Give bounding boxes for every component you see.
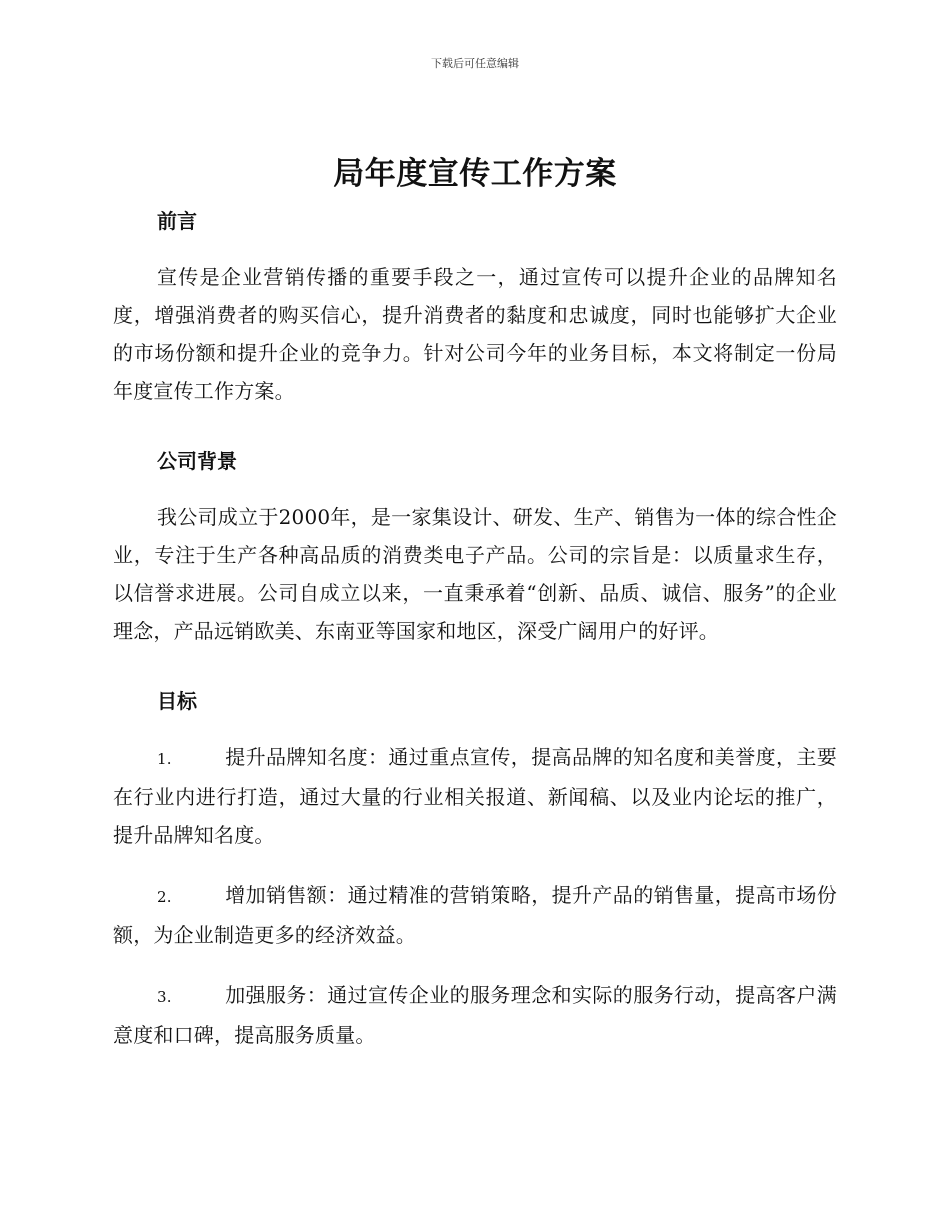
list-item-text: 增加销售额：通过精准的营销策略，提升产品的销售量，提高市场份额，为企业制造更多的经济效益。 (113, 883, 837, 947)
list-item-text: 加强服务：通过宣传企业的服务理念和实际的服务行动，提高客户满意度和口碑，提高服务质量。 (113, 983, 837, 1047)
list-item (113, 976, 837, 1054)
section-heading-goals: 目标 (157, 689, 197, 713)
document-title: 局年度宣传工作方案 (333, 156, 617, 192)
header-note: 下载后可任意编辑 (431, 57, 519, 70)
list-item-text: 提升品牌知名度：通过重点宣传，提高品牌的知名度和美誉度，主要在行业内进行打造，通过大量的行业相关报道、新闻稿、以及业内论坛的推广，提升品牌知名度。 (113, 745, 837, 847)
list-item-number: 3. (157, 988, 172, 1006)
section-paragraph-background: 我公司成立于2000年，是一家集设计、研发、生产、销售为一体的综合性企业，专注于生产各种高品质的消费类电子产品。公司的宗旨是：以质量求生存，以信誉求进展。公司自成立以来，一直秉承着“创新、品质、诚信、服务”的企业理念，产品远销欧美、东南亚等国家和地区，深受广阔用户的好评。 (113, 505, 837, 643)
list-item-number: 2. (157, 888, 172, 906)
list-item-number: 1. (157, 750, 172, 768)
section-heading-preface: 前言 (157, 209, 197, 233)
document-body (113, 196, 837, 1054)
section-heading-background: 公司背景 (157, 449, 237, 473)
list-item (113, 738, 837, 854)
section-paragraph-preface: 宣传是企业营销传播的重要手段之一，通过宣传可以提升企业的品牌知名度，增强消费者的购买信心，提升消费者的黏度和忠诚度，同时也能够扩大企业的市场份额和提升企业的竞争力。针对公司今年的业务目标，本文将制定一份局年度宣传工作方案。 (113, 265, 837, 403)
list-item (113, 876, 837, 954)
